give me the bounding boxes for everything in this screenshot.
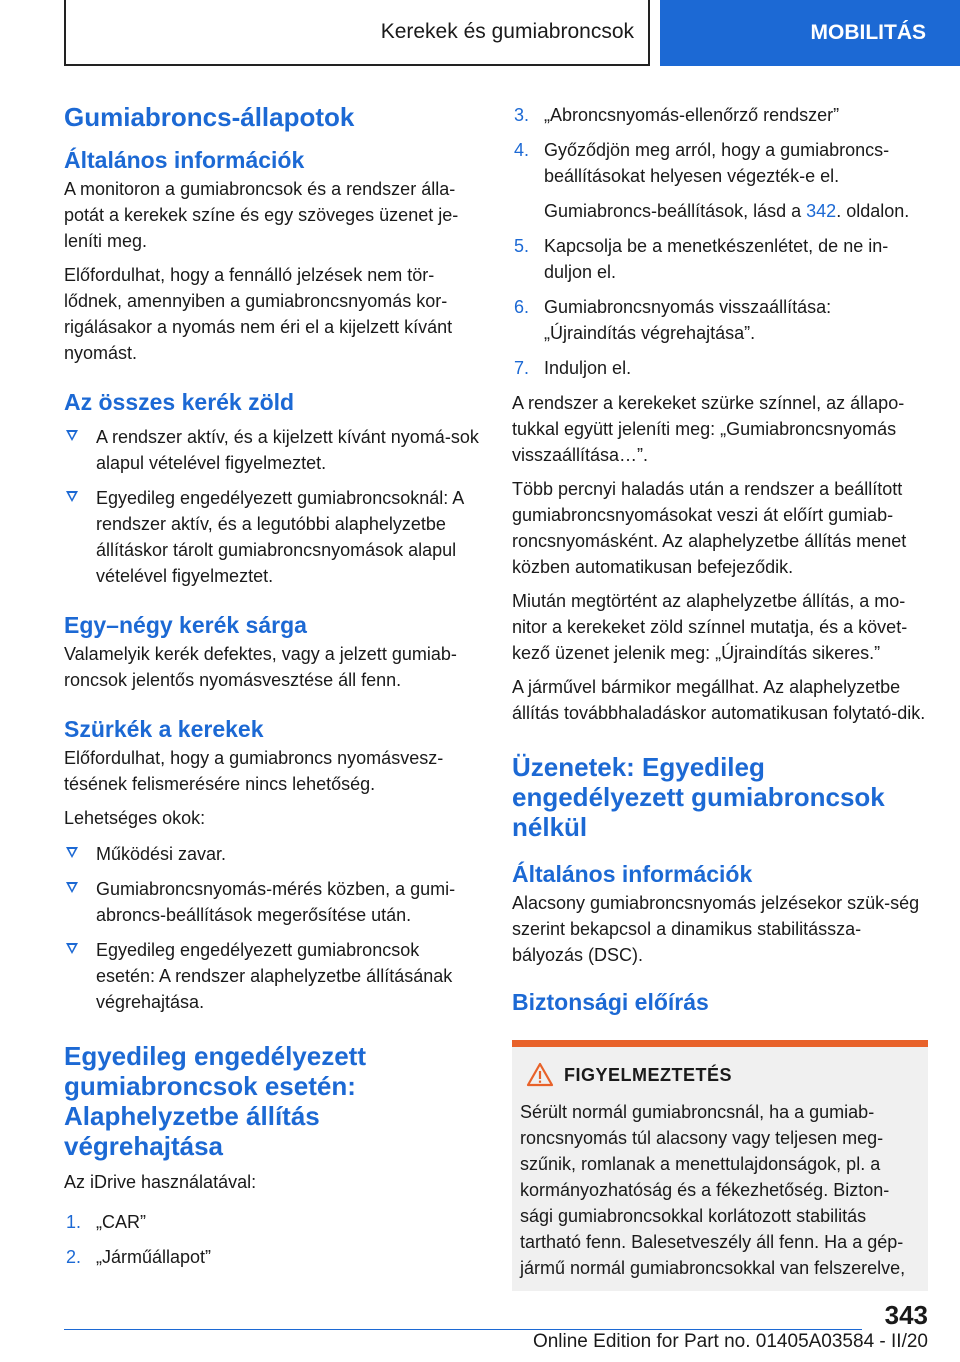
warning-box	[512, 1040, 928, 1291]
list-item: Működési zavar.	[64, 841, 480, 867]
paragraph: Előfordulhat, hogy a gumiabroncs nyomásvesz-tésének felismerésére nincs lehetőség.	[64, 748, 444, 794]
paragraph: Az iDrive használatával:	[64, 1172, 257, 1192]
green-list	[64, 424, 480, 589]
messages-title: Üzenetek: Egyedileg engedélyezett gumiabroncsok nélkül	[512, 752, 885, 842]
footer-divider	[64, 1329, 862, 1330]
triangle-down-outline-icon	[66, 847, 78, 858]
section-tab: MOBILITÁS	[660, 0, 960, 66]
step-number: 2.	[66, 1247, 82, 1267]
paragraph: A monitoron a gumiabroncsok és a rendszer álla-potát a kerekek színe és egy szöveges üzenet je-leníti meg.	[64, 179, 459, 251]
grey-list	[64, 841, 480, 1015]
paragraph: Előfordulhat, hogy a fennálló jelzések nem tör-lődnek, amennyiben a gumiabroncsnyomás kor-rigálásakor a nyomás nem éri el a kijelzett kívánt nyomást.	[64, 265, 453, 363]
paragraph: Alacsony gumiabroncsnyomás jelzésekor szük-ség szerint bekapcsol a dinamikus stabilitássza-bályozás (DSC).	[512, 893, 920, 965]
triangle-down-outline-icon	[66, 430, 78, 441]
section-title: Gumiabroncs-állapotok	[64, 102, 355, 132]
step-number: 5.	[514, 236, 530, 256]
triangle-down-outline-icon	[66, 943, 78, 954]
step-item: 4. Győződjön meg arról, hogy a gumiabroncs-beállításokat helyesen végezték-e el.	[512, 137, 928, 189]
safety-heading: Biztonsági előírás	[512, 989, 709, 1015]
step-number: 1.	[66, 1212, 82, 1232]
page-header	[0, 0, 960, 66]
step-number: 7.	[514, 358, 530, 378]
general-info-heading: Általános információk	[512, 861, 753, 887]
green-heading: Az összes kerék zöld	[64, 389, 295, 415]
step-item: 3. „Abroncsnyomás-ellenőrző rendszer”	[512, 102, 928, 128]
list-item: Gumiabroncsnyomás-mérés közben, a gumi-abroncs-beállítások megerősítése után.	[64, 876, 480, 928]
list-item: Egyedileg engedélyezett gumiabroncsok esetén: A rendszer alaphelyzetbe állításának végrehajtása.	[64, 937, 480, 1015]
triangle-down-outline-icon	[66, 491, 78, 502]
step-number: 4.	[514, 140, 530, 160]
paragraph: Valamelyik kerék defektes, vagy a jelzett gumiab-roncsok jelentős nyomásvesztése áll fenn.	[64, 644, 457, 690]
right-column	[512, 102, 928, 1291]
paragraph: A rendszer a kerekeket szürke színnel, az állapo-tukkal együtt jeleníti meg: „Gumiabroncsnyomás visszaállítása…”.	[512, 393, 905, 465]
paragraph: Több percnyi haladás után a rendszer a beállított gumiabroncsnyomásokat veszi át előírt gumiab-roncsnyomásként. Az alaphelyzetbe állítás menet közben automatikusan befejeződik.	[512, 479, 907, 577]
chapter-title: Kerekek és gumiabroncsok	[64, 0, 650, 66]
step-item: 6. Gumiabroncsnyomás visszaállítása: „Újraindítás végrehajtása”.	[512, 294, 928, 346]
paragraph: Miután megtörtént az alaphelyzetbe állítás, a mo-nitor a kerekeket zöld színnel mutatja, és a követ-kező üzenet jelenik meg: „Újraindítás sikeres.”	[512, 591, 908, 663]
step-item: 1. „CAR”	[64, 1209, 480, 1235]
step-item: 2. „Járműállapot”	[64, 1244, 480, 1270]
steps-list-continued-2	[512, 233, 928, 381]
warning-title: FIGYELMEZTETÉS	[564, 1064, 733, 1085]
paragraph: Lehetséges okok:	[64, 808, 206, 828]
step-number: 3.	[514, 105, 530, 125]
steps-list-continued	[512, 102, 928, 189]
yellow-heading: Egy–négy kerék sárga	[64, 612, 307, 638]
steps-list	[64, 1209, 480, 1270]
reset-title: Egyedileg engedélyezett gumiabroncsok esetén: Alaphelyzetbe állítás végrehajtása	[64, 1041, 366, 1161]
list-item: A rendszer aktív, és a kijelzett kívánt nyomá-sok alapul vételével figyelmeztet.	[64, 424, 480, 476]
footer-text: Online Edition for Part no. 01405A03584 - II/20	[532, 1331, 928, 1352]
left-column	[64, 102, 480, 1279]
warning-text: Sérült normál gumiabroncsnál, ha a gumiab-roncsnyomás túl alacsony vagy teljesen meg-szűnik, romlanak a menettulajdonságok, pl. a kormányozhatóság és a fékezhetőség. Bizton-sági gumiabroncsokkal korlátozott stabilitás tartható fenn. Balesetveszély áll fenn. Ha a gép-jármű normál gumiabroncsokkal van felszerelve,	[520, 1102, 906, 1278]
step-item: 5. Kapcsolja be a menetkészenlétet, de ne in-duljon el.	[512, 233, 928, 285]
step-item: 7. Induljon el.	[512, 355, 928, 381]
warning-header	[520, 1061, 920, 1089]
list-item: Egyedileg engedélyezett gumiabroncsoknál: A rendszer aktív, és a legutóbbi alaphelyzetbe állításkor tárolt gumiabroncsnyomások alapul vételével figyelmeztet.	[64, 485, 480, 589]
paragraph: A járművel bármikor megállhat. Az alaphelyzetbe állítás továbbhaladáskor automatikusan folytató-dik.	[512, 677, 926, 723]
warning-triangle-icon	[526, 1061, 554, 1089]
page-number: 343	[884, 1300, 928, 1330]
triangle-down-outline-icon	[66, 882, 78, 893]
page-reference-link[interactable]: 342	[806, 201, 837, 221]
step-continuation: Gumiabroncs-beállítások, lásd a 342. oldalon.	[544, 201, 910, 221]
step-number: 6.	[514, 297, 530, 317]
general-info-heading: Általános információk	[64, 147, 305, 173]
grey-heading: Szürkék a kerekek	[64, 716, 264, 742]
